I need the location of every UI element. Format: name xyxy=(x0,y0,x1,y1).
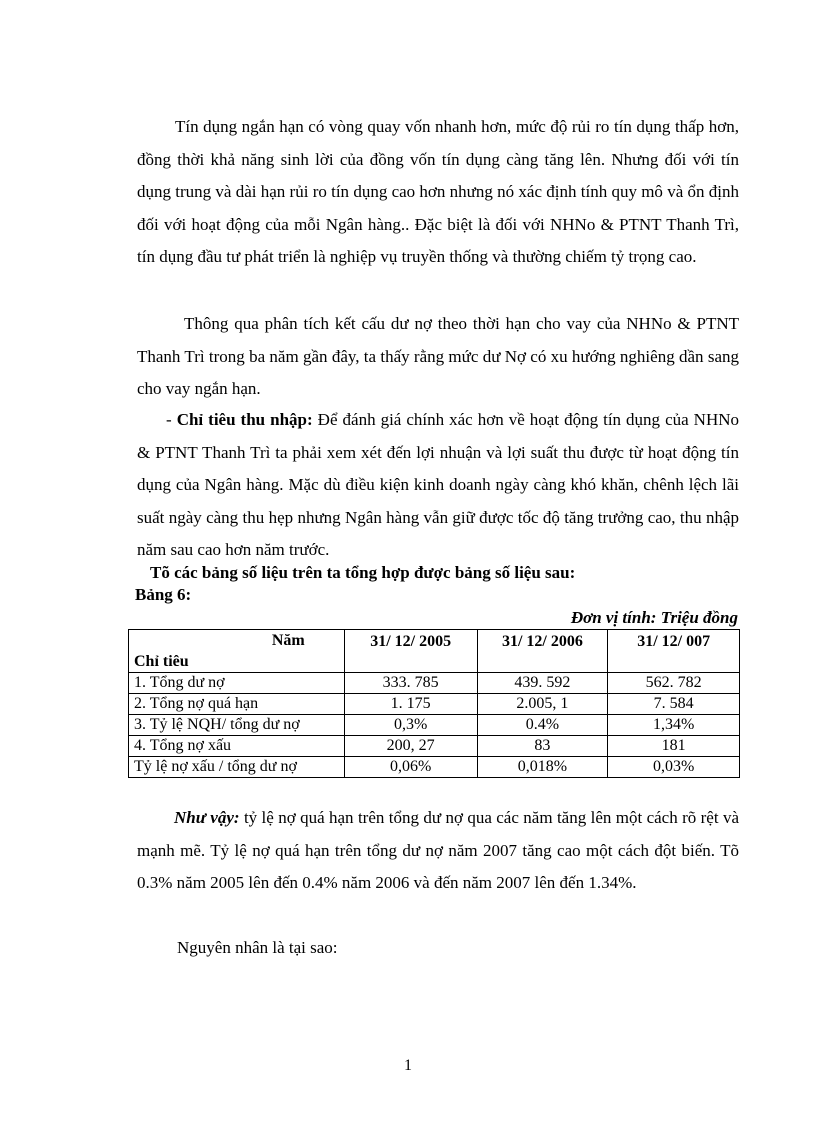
paragraph-short-term-credit: Tín dụng ngắn hạn có vòng quay vốn nhanh hơn, mức độ rủi ro tín dụng thấp hơn, đồng thời khả năng sinh lời của đồng vốn tín dụng càng tăng lên. Nhưng đối với tín dụng trung và dài hạn rủi ro tín dụng cao hơn nhưng nó xác định tính quy mô và ổn định đối với hoạt động của mỗi Ngân hàng.. Đặc biệt là đối với NHNo & PTNT Thanh Trì, tín dụng đầu tư phát triển là nghiệp vụ truyền thống và thường chiếm tỷ trọng cao. xyxy=(137,117,739,267)
cell-value: 0,06% xyxy=(344,757,477,778)
unit-label: Đơn vị tính: Triệu đồng xyxy=(570,608,738,627)
header-year-2006: 31/ 12/ 2006 xyxy=(477,630,608,673)
paragraph-conclusion xyxy=(137,802,739,900)
header-year-2007: 31/ 12/ 007 xyxy=(608,630,740,673)
row-label: 2. Tổng nợ quá hạn xyxy=(129,694,345,715)
cell-value: 0,03% xyxy=(608,757,740,778)
cell-value: 1,34% xyxy=(608,715,740,736)
table-row xyxy=(129,757,740,778)
table-row xyxy=(129,694,740,715)
page-number: 1 xyxy=(404,1057,412,1074)
table-title: Bảng 6: xyxy=(135,585,192,604)
paragraph-debt-structure: Thông qua phân tích kết cấu dư nợ theo thời hạn cho vay của NHNo & PTNT Thanh Trì trong ba năm gần đây, ta thấy rằng mức dư Nợ có xu hướng nghiêng dần sang cho vay ngắn hạn. xyxy=(137,314,739,399)
header-year-label: Năm xyxy=(271,632,305,649)
table-row xyxy=(129,736,740,757)
paragraph-income-indicator xyxy=(137,404,739,567)
income-indicator-text: Để đánh giá chính xác hơn về hoạt động tín dụng của NHNo & PTNT Thanh Trì ta phải xem xét đến lợi nhuận và lợi suất thu được từ hoạt động tín dụng của Ngân hàng. Mặc dù điều kiện kinh doanh ngày càng khó khăn, chênh lệch lãi suất ngày càng thu hẹp nhưng Ngân hàng vẫn giữ được tốc độ tăng trưởng cao, thu nhập năm sau cao hơn năm trước. xyxy=(137,410,740,560)
cell-value: 2.005, 1 xyxy=(477,694,608,715)
row-label: 1. Tổng dư nợ xyxy=(129,673,345,694)
cell-value: 7. 584 xyxy=(608,694,740,715)
cell-value: 181 xyxy=(608,736,740,757)
header-year-2005: 31/ 12/ 2005 xyxy=(344,630,477,673)
header-criteria-label: Chỉ tiêu xyxy=(134,653,189,670)
paragraph-reason: Nguyên nhân là tại sao: xyxy=(177,938,338,957)
cell-value: 1. 175 xyxy=(344,694,477,715)
table-header-row xyxy=(129,630,740,673)
row-label: Tỷ lệ nợ xấu / tổng dư nợ xyxy=(129,757,345,778)
header-diagonal-cell xyxy=(129,630,345,673)
cell-value: 0,3% xyxy=(344,715,477,736)
cell-value: 439. 592 xyxy=(477,673,608,694)
income-indicator-label: Chỉ tiêu thu nhập: xyxy=(176,410,313,429)
cell-value: 0.4% xyxy=(477,715,608,736)
paragraph-lead-dash: - xyxy=(166,410,177,429)
table-row xyxy=(129,715,740,736)
summary-line: Tõ các bảng số liệu trên ta tổng hợp được bảng số liệu sau: xyxy=(150,563,576,582)
cell-value: 0,018% xyxy=(477,757,608,778)
data-table xyxy=(128,629,740,778)
cell-value: 333. 785 xyxy=(344,673,477,694)
row-label: 3. Tỷ lệ NQH/ tổng dư nợ xyxy=(129,715,345,736)
table-row xyxy=(129,673,740,694)
cell-value: 200, 27 xyxy=(344,736,477,757)
row-label: 4. Tổng nợ xấu xyxy=(129,736,345,757)
conclusion-label: Như vậy: xyxy=(174,808,240,827)
cell-value: 562. 782 xyxy=(608,673,740,694)
conclusion-text: tỷ lệ nợ quá hạn trên tổng dư nợ qua các năm tăng lên một cách rõ rệt và mạnh mẽ. Tỷ lệ nợ quá hạn trên tổng dư nợ năm 2007 tăng cao một cách đột biến. Tõ 0.3% năm 2005 lên đến 0.4% năm 2006 và đến năm 2007 lên đến 1.34%. xyxy=(137,808,740,893)
cell-value: 83 xyxy=(477,736,608,757)
